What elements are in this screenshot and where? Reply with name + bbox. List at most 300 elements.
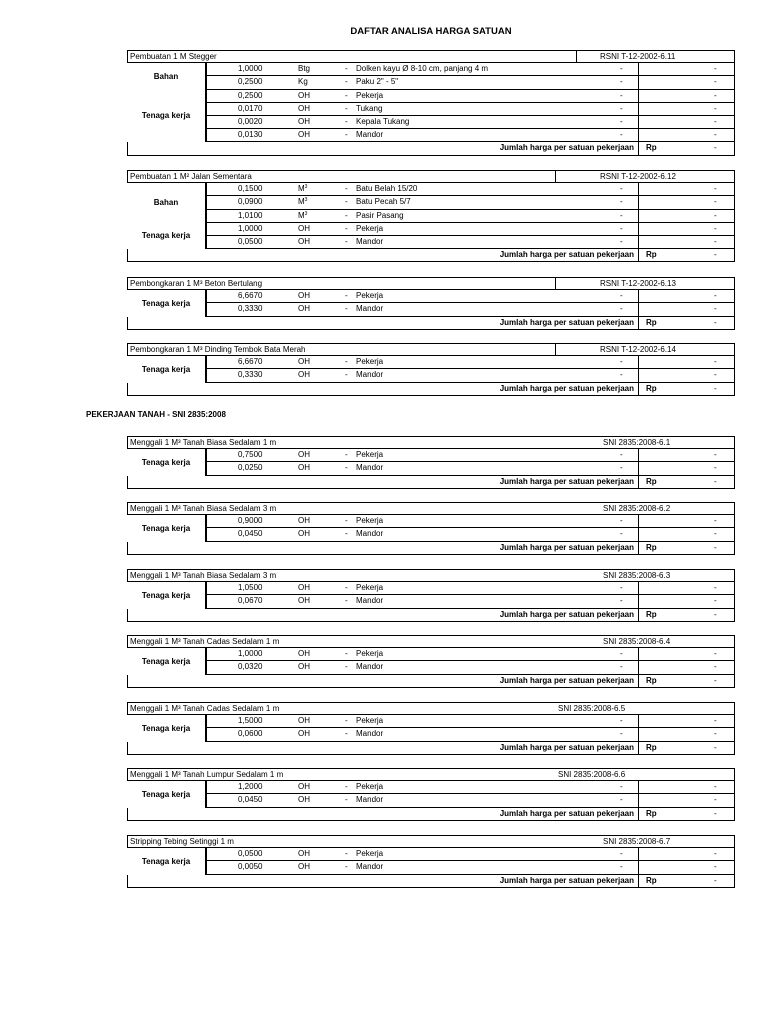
unit: $M^3$: [298, 210, 308, 220]
separator-dash: -: [345, 729, 348, 739]
unit: Btg: [298, 64, 311, 74]
group-label: Tenaga kerja: [127, 223, 206, 249]
separator-dash: -: [345, 130, 348, 140]
column-divider: [638, 249, 639, 261]
work-item-title: Menggali 1 M³ Tanah Cadas Sedalam 1 m: [130, 704, 280, 713]
unit: OH: [298, 849, 310, 859]
item-description: Mandor: [356, 729, 384, 739]
column-divider: [638, 356, 639, 368]
coefficient: 0,0900: [238, 197, 263, 207]
item-description: Mandor: [356, 370, 384, 380]
sum-total: -: [714, 742, 717, 752]
separator-dash: -: [345, 516, 348, 526]
unit-price: -: [620, 583, 623, 593]
sum-label: Jumlah harga per satuan pekerjaan: [499, 542, 634, 552]
currency-label: Rp: [646, 542, 657, 552]
table-row: [127, 528, 735, 541]
table-row: [127, 582, 735, 595]
work-item-title: Pembongkaran 1 M³ Beton Bertulang: [130, 279, 263, 288]
coefficient: 6,6670: [238, 357, 263, 367]
table-row: [127, 223, 735, 236]
coefficient: 1,5000: [238, 716, 263, 726]
column-divider: [638, 103, 639, 115]
standard-code: SNI 2835:2008-6.4: [603, 637, 671, 646]
coefficient: 0,3330: [238, 370, 263, 380]
coefficient: 0,2500: [238, 90, 263, 100]
currency-label: Rp: [646, 383, 657, 393]
analysis-table: [127, 50, 735, 156]
unit: OH: [298, 291, 310, 301]
line-total: -: [714, 596, 717, 606]
table-row: [127, 290, 735, 303]
column-divider: [206, 515, 207, 527]
item-description: Mandor: [356, 463, 384, 473]
column-divider: [638, 142, 639, 154]
item-description: Batu Pecah 5/7: [356, 197, 411, 207]
separator-dash: -: [345, 529, 348, 539]
unit: OH: [298, 782, 310, 792]
coefficient: 1,0000: [238, 223, 263, 233]
line-total: -: [714, 197, 717, 207]
sum-row: [127, 609, 735, 622]
sum-label: Jumlah harga per satuan pekerjaan: [499, 609, 634, 619]
column-divider: [638, 210, 639, 222]
line-total: -: [714, 583, 717, 593]
table-row: [127, 728, 735, 741]
currency-label: Rp: [646, 875, 657, 885]
column-divider: [206, 582, 207, 594]
table-header-row: [127, 343, 735, 356]
unit: OH: [298, 795, 310, 805]
group-label: Tenaga kerja: [127, 648, 206, 674]
currency-label: Rp: [646, 143, 657, 153]
unit: OH: [298, 729, 310, 739]
group-label: Bahan: [127, 63, 206, 89]
column-divider: [206, 861, 207, 873]
unit-price: -: [620, 662, 623, 672]
currency-label: Rp: [646, 675, 657, 685]
group-label: Tenaga kerja: [127, 582, 206, 608]
sum-total: -: [714, 250, 717, 260]
column-divider: [638, 63, 639, 75]
coefficient: 0,0600: [238, 729, 263, 739]
separator-dash: -: [345, 210, 348, 220]
item-description: Pekerja: [356, 583, 384, 593]
column-divider: [638, 715, 639, 727]
sum-row: [127, 383, 735, 396]
analysis-table: [127, 635, 735, 688]
currency-label: Rp: [646, 476, 657, 486]
separator-dash: -: [345, 223, 348, 233]
column-divider: [638, 183, 639, 195]
column-divider: [206, 103, 207, 115]
item-description: Mandor: [356, 662, 384, 672]
unit-price: -: [620, 130, 623, 140]
work-item-title: Pembongkaran 1 M³ Dinding Tembok Bata Merah: [130, 345, 306, 354]
column-divider: [638, 223, 639, 235]
group-label: Tenaga kerja: [127, 781, 206, 807]
unit-price: -: [620, 304, 623, 314]
group-label: Tenaga kerja: [127, 90, 206, 143]
sum-row: [127, 542, 735, 555]
standard-code: RSNI T-12-2002-6.14: [600, 345, 676, 354]
work-item-title: Menggali 1 M³ Tanah Biasa Sedalam 1 m: [130, 438, 277, 447]
work-item-title: Pembuatan 1 M² Jalan Sementara: [130, 172, 252, 181]
line-total: -: [714, 662, 717, 672]
cost-group: [127, 715, 735, 741]
line-total: -: [714, 236, 717, 246]
cost-group: [127, 223, 735, 249]
coefficient: 0,0170: [238, 103, 263, 113]
unit-price: -: [620, 291, 623, 301]
separator-dash: -: [345, 649, 348, 659]
sum-total: -: [714, 675, 717, 685]
analysis-table: [127, 702, 735, 755]
standard-code: SNI 2835:2008-6.5: [558, 704, 626, 713]
column-divider: [638, 76, 639, 88]
sum-label: Jumlah harga per satuan pekerjaan: [499, 250, 634, 260]
sum-label: Jumlah harga per satuan pekerjaan: [499, 675, 634, 685]
item-description: Mandor: [356, 795, 384, 805]
line-total: -: [714, 64, 717, 74]
sum-label: Jumlah harga per satuan pekerjaan: [499, 808, 634, 818]
sum-row: [127, 249, 735, 262]
unit-price: -: [620, 197, 623, 207]
item-description: Pekerja: [356, 291, 384, 301]
sum-total: -: [714, 476, 717, 486]
unit-price: -: [620, 649, 623, 659]
item-description: Batu Belah 15/20: [356, 184, 418, 194]
group-label: Bahan: [127, 183, 206, 223]
unit: OH: [298, 90, 310, 100]
column-divider: [638, 582, 639, 594]
coefficient: 6,6670: [238, 291, 263, 301]
table-row: [127, 462, 735, 475]
line-total: -: [714, 210, 717, 220]
line-total: -: [714, 729, 717, 739]
column-divider: [206, 196, 207, 208]
sum-total: -: [714, 143, 717, 153]
column-divider: [638, 861, 639, 873]
sum-row: [127, 742, 735, 755]
column-divider: [206, 303, 207, 315]
table-header-row: [127, 635, 735, 648]
separator-dash: -: [345, 77, 348, 87]
item-description: Pekerja: [356, 450, 384, 460]
table-row: [127, 210, 735, 223]
column-divider: [638, 794, 639, 806]
column-divider: [638, 449, 639, 461]
table-row: [127, 449, 735, 462]
table-row: [127, 129, 735, 142]
sum-label: Jumlah harga per satuan pekerjaan: [499, 383, 634, 393]
unit-price: -: [620, 862, 623, 872]
column-divider: [206, 728, 207, 740]
sum-row: [127, 808, 735, 821]
unit-price: -: [620, 849, 623, 859]
item-description: Pekerja: [356, 849, 384, 859]
separator-dash: -: [345, 662, 348, 672]
column-divider: [638, 90, 639, 102]
column-divider: [638, 528, 639, 540]
unit: OH: [298, 662, 310, 672]
column-divider: [206, 449, 207, 461]
line-total: -: [714, 291, 717, 301]
item-description: Kepala Tukang: [356, 116, 410, 126]
separator-dash: -: [345, 116, 348, 126]
unit-price: -: [620, 516, 623, 526]
unit: Kg: [298, 77, 308, 87]
sum-total: -: [714, 383, 717, 393]
table-header-row: [127, 277, 735, 290]
column-divider: [638, 303, 639, 315]
column-divider: [638, 728, 639, 740]
line-total: -: [714, 716, 717, 726]
unit: OH: [298, 716, 310, 726]
separator-dash: -: [345, 304, 348, 314]
coefficient: 0,7500: [238, 450, 263, 460]
column-divider: [638, 595, 639, 607]
line-total: -: [714, 862, 717, 872]
column-divider: [206, 90, 207, 102]
coefficient: 0,1500: [238, 184, 263, 194]
table-row: [127, 63, 735, 76]
unit: $M^3$: [298, 184, 308, 194]
unit-price: -: [620, 184, 623, 194]
table-header-row: [127, 436, 735, 449]
coefficient: 0,0450: [238, 529, 263, 539]
table-header-row: [127, 569, 735, 582]
page-title: DAFTAR ANALISA HARGA SATUAN: [350, 26, 512, 37]
column-divider: [638, 129, 639, 141]
line-total: -: [714, 357, 717, 367]
unit: OH: [298, 529, 310, 539]
unit: OH: [298, 516, 310, 526]
column-divider: [638, 848, 639, 860]
table-row: [127, 103, 735, 116]
item-description: Mandor: [356, 862, 384, 872]
separator-dash: -: [345, 795, 348, 805]
column-divider: [638, 742, 639, 754]
unit-price: -: [620, 223, 623, 233]
line-total: -: [714, 849, 717, 859]
item-description: Pekerja: [356, 223, 384, 233]
unit: OH: [298, 130, 310, 140]
standard-code: SNI 2835:2008-6.2: [603, 504, 671, 513]
column-divider: [206, 236, 207, 248]
column-divider: [206, 63, 207, 75]
analysis-table: [127, 277, 735, 330]
item-description: Mandor: [356, 130, 384, 140]
unit: OH: [298, 236, 310, 246]
unit: OH: [298, 463, 310, 473]
table-header-row: [127, 835, 735, 848]
separator-dash: -: [345, 370, 348, 380]
item-description: Mandor: [356, 529, 384, 539]
coefficient: 1,0500: [238, 583, 263, 593]
cost-group: [127, 90, 735, 143]
unit-price: -: [620, 450, 623, 460]
line-total: -: [714, 130, 717, 140]
group-label: Tenaga kerja: [127, 449, 206, 475]
table-row: [127, 90, 735, 103]
column-divider: [206, 116, 207, 128]
unit: OH: [298, 450, 310, 460]
column-divider: [638, 476, 639, 488]
separator-dash: -: [345, 782, 348, 792]
column-divider: [206, 648, 207, 660]
cost-group: [127, 449, 735, 475]
column-divider: [638, 609, 639, 621]
unit-price: -: [620, 716, 623, 726]
column-divider: [638, 675, 639, 687]
standard-code: SNI 2835:2008-6.7: [603, 837, 671, 846]
table-row: [127, 595, 735, 608]
sum-label: Jumlah harga per satuan pekerjaan: [499, 476, 634, 486]
column-divider: [638, 515, 639, 527]
table-row: [127, 356, 735, 369]
coefficient: 1,2000: [238, 782, 263, 792]
table-row: [127, 661, 735, 674]
separator-dash: -: [345, 90, 348, 100]
unit-price: -: [620, 463, 623, 473]
unit-price: -: [620, 77, 623, 87]
sum-total: -: [714, 875, 717, 885]
unit-price: -: [620, 103, 623, 113]
cost-group: [127, 781, 735, 807]
sum-row: [127, 476, 735, 489]
work-item-title: Menggali 1 M³ Tanah Cadas Sedalam 1 m: [130, 637, 280, 646]
table-row: [127, 648, 735, 661]
currency-label: Rp: [646, 250, 657, 260]
sum-row: [127, 142, 735, 155]
line-total: -: [714, 463, 717, 473]
coefficient: 1,0000: [238, 649, 263, 659]
item-description: Mandor: [356, 596, 384, 606]
unit: OH: [298, 583, 310, 593]
coefficient: 0,0050: [238, 862, 263, 872]
separator-dash: -: [345, 357, 348, 367]
section-label: PEKERJAAN TANAH - SNI 2835:2008: [86, 410, 226, 419]
separator-dash: -: [345, 583, 348, 593]
column-divider: [638, 236, 639, 248]
unit: OH: [298, 304, 310, 314]
line-total: -: [714, 304, 717, 314]
column-divider: [638, 781, 639, 793]
cost-group: [127, 63, 735, 89]
table-header-row: [127, 502, 735, 515]
column-divider: [638, 116, 639, 128]
cost-group: [127, 290, 735, 316]
line-total: -: [714, 649, 717, 659]
currency-label: Rp: [646, 742, 657, 752]
column-divider: [638, 462, 639, 474]
standard-code: SNI 2835:2008-6.6: [558, 770, 626, 779]
standard-code: SNI 2835:2008-6.1: [603, 438, 671, 447]
column-divider: [206, 781, 207, 793]
unit-price: -: [620, 116, 623, 126]
separator-dash: -: [345, 291, 348, 301]
table-row: [127, 715, 735, 728]
column-divider: [206, 462, 207, 474]
analysis-table: [127, 569, 735, 622]
line-total: -: [714, 77, 717, 87]
unit: OH: [298, 223, 310, 233]
standard-code: RSNI T-12-2002-6.13: [600, 279, 676, 288]
item-description: Pekerja: [356, 782, 384, 792]
coefficient: 1,0000: [238, 64, 263, 74]
column-divider: [206, 356, 207, 368]
line-total: -: [714, 184, 717, 194]
unit: OH: [298, 649, 310, 659]
unit: OH: [298, 103, 310, 113]
separator-dash: -: [345, 596, 348, 606]
sum-label: Jumlah harga per satuan pekerjaan: [499, 875, 634, 885]
sum-total: -: [714, 609, 717, 619]
table-row: [127, 515, 735, 528]
column-divider: [206, 290, 207, 302]
table-row: [127, 196, 735, 209]
separator-dash: -: [345, 463, 348, 473]
unit-price: -: [620, 729, 623, 739]
line-total: -: [714, 529, 717, 539]
unit-price: -: [620, 90, 623, 100]
column-divider: [638, 369, 639, 381]
column-divider: [206, 369, 207, 381]
table-row: [127, 794, 735, 807]
unit-price: -: [620, 596, 623, 606]
table-row: [127, 369, 735, 382]
column-divider: [206, 528, 207, 540]
line-total: -: [714, 103, 717, 113]
unit: OH: [298, 596, 310, 606]
cost-group: [127, 648, 735, 674]
coefficient: 0,0130: [238, 130, 263, 140]
sum-row: [127, 675, 735, 688]
coefficient: 1,0100: [238, 210, 263, 220]
unit-price: -: [620, 210, 623, 220]
header-divider: [555, 344, 556, 355]
column-divider: [638, 290, 639, 302]
line-total: -: [714, 782, 717, 792]
column-divider: [638, 648, 639, 660]
coefficient: 0,0450: [238, 795, 263, 805]
column-divider: [206, 848, 207, 860]
item-description: Pekerja: [356, 649, 384, 659]
table-row: [127, 183, 735, 196]
separator-dash: -: [345, 103, 348, 113]
header-divider: [555, 278, 556, 289]
unit: OH: [298, 862, 310, 872]
coefficient: 0,0500: [238, 849, 263, 859]
column-divider: [638, 383, 639, 395]
column-divider: [638, 808, 639, 820]
column-divider: [206, 129, 207, 141]
table-row: [127, 76, 735, 89]
column-divider: [206, 210, 207, 222]
unit-price: -: [620, 795, 623, 805]
sum-label: Jumlah harga per satuan pekerjaan: [499, 143, 634, 153]
group-label: Tenaga kerja: [127, 848, 206, 874]
coefficient: 0,0670: [238, 596, 263, 606]
separator-dash: -: [345, 716, 348, 726]
column-divider: [206, 76, 207, 88]
analysis-table: [127, 343, 735, 396]
sum-total: -: [714, 317, 717, 327]
unit-price: -: [620, 782, 623, 792]
unit-price: -: [620, 357, 623, 367]
table-header-row: [127, 702, 735, 715]
